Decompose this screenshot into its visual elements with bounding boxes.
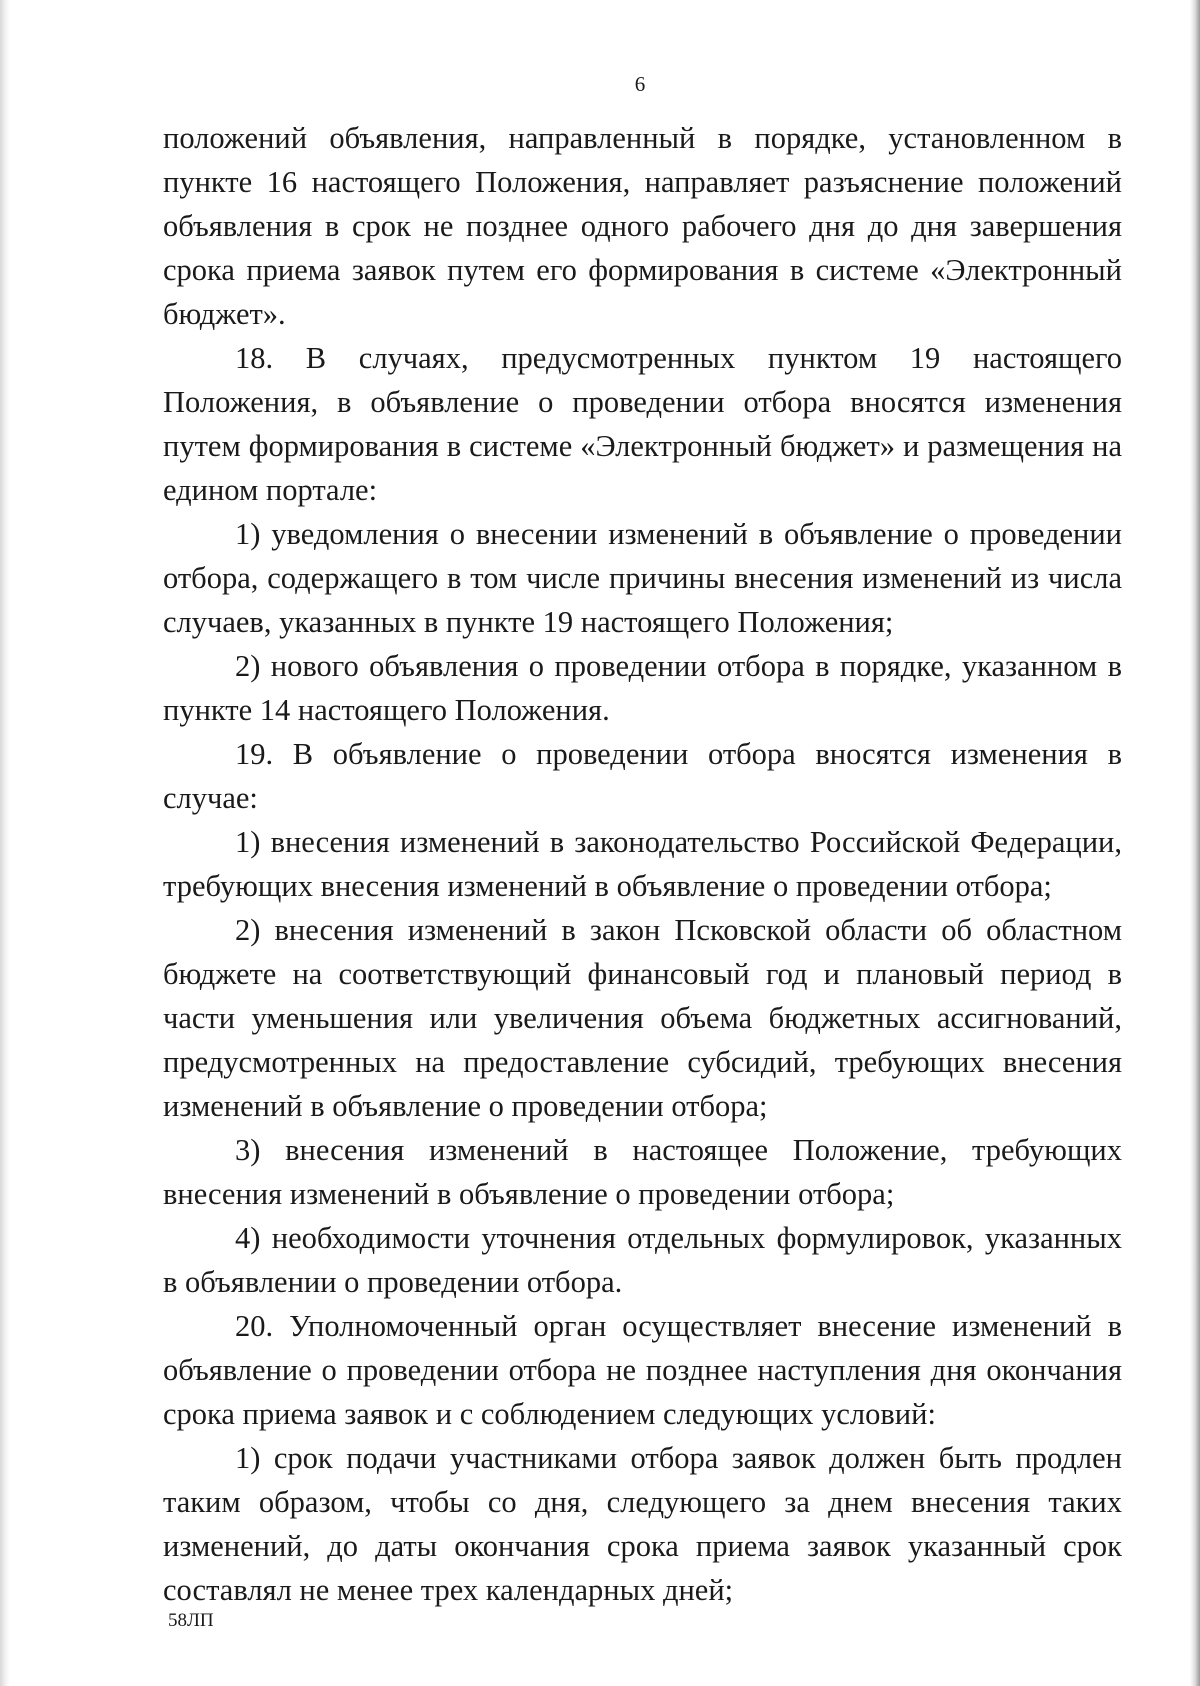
paragraph-item-19: 19. В объявление о проведении отбора вносятся изменения в случае: — [163, 737, 1122, 815]
paragraph-item-18: 18. В случаях, предусмотренных пунктом 19 настоящего Положения, в объявление о проведении отбора вносятся изменения путем формирования в системе «Электронный бюджет» и размещения на едином портале: — [163, 341, 1122, 507]
paragraph-item-18-2: 2) нового объявления о проведении отбора в порядке, указанном в пункте 14 настоящего Положения. — [163, 649, 1122, 727]
page-number: 6 — [634, 72, 646, 96]
document-body — [163, 116, 1122, 1612]
scan-edge-left — [0, 0, 10, 1686]
paragraph-continuation: положений объявления, направленный в порядке, установленном в пункте 16 настоящего Положения, направляет разъяснение положений объявления в срок не позднее одного рабочего дня до дня завершения срока приема заявок путем его формирования в системе «Электронный бюджет». — [163, 121, 1122, 331]
paragraph-item-18-1: 1) уведомления о внесении изменений в объявление о проведении отбора, содержащего в том числе причины внесения изменений из числа случаев, указанных в пункте 19 настоящего Положения; — [163, 517, 1122, 639]
paragraph-item-20: 20. Уполномоченный орган осуществляет внесение изменений в объявление о проведении отбора не позднее наступления дня окончания срока приема заявок и с соблюдением следующих условий: — [163, 1309, 1122, 1431]
paragraph-item-19-3: 3) внесения изменений в настоящее Положение, требующих внесения изменений в объявление о проведении отбора; — [163, 1133, 1122, 1211]
paragraph-item-20-1: 1) срок подачи участниками отбора заявок должен быть продлен таким образом, чтобы со дня, следующего за днем внесения таких изменений, до даты окончания срока приема заявок указанный срок составлял не менее трех календарных дней; — [163, 1441, 1122, 1607]
paragraph-item-19-2: 2) внесения изменений в закон Псковской области об областном бюджете на соответствующий финансовый год и плановый период в части уменьшения или увеличения объема бюджетных ассигнований, предусмотренных на предоставление субсидий, требующих внесения изменений в объявление о проведении отбора; — [163, 913, 1122, 1123]
scan-edge-right — [1190, 0, 1200, 1686]
paragraph-item-19-1: 1) внесения изменений в законодательство Российской Федерации, требующих внесения изменений в объявление о проведении отбора; — [163, 825, 1122, 903]
paragraph-item-19-4: 4) необходимости уточнения отдельных формулировок, указанных в объявлении о проведении отбора. — [163, 1221, 1122, 1299]
document-code: 58ЛП — [168, 1610, 214, 1631]
